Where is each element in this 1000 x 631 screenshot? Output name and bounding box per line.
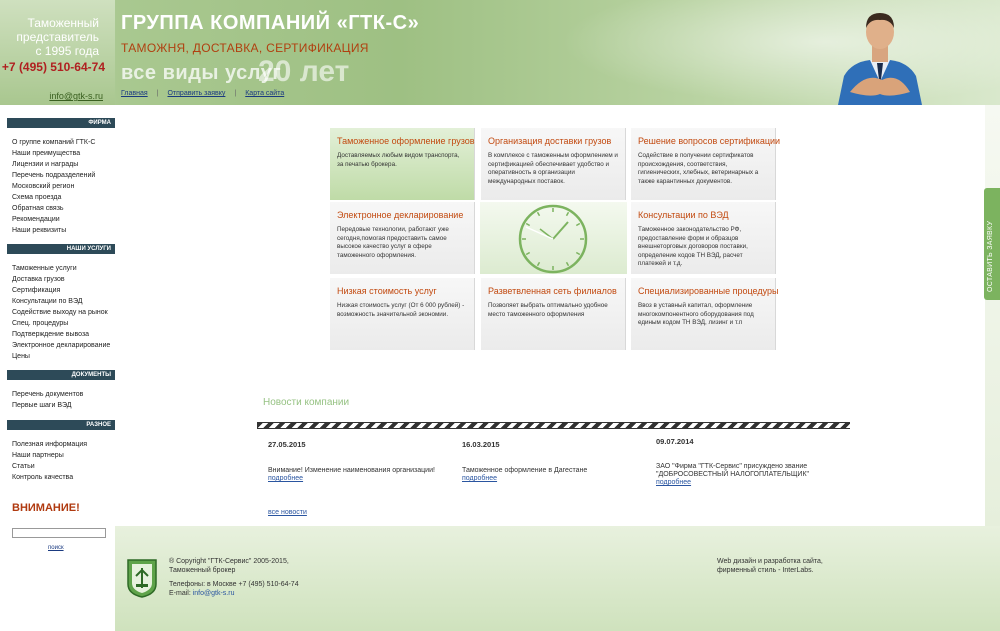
sidebar-section-documents-title: ДОКУМЕНТЫ xyxy=(7,370,115,380)
sidebar-documents-list xyxy=(12,389,83,411)
sidebar-section-firm-title: ФИРМА xyxy=(7,118,115,128)
sidebar-item[interactable]: Содействие выходу на рынок xyxy=(12,309,108,316)
tile-cargo-delivery[interactable]: Организация доставки грузов В комплексе с таможенным оформлением и сертификацией обеспечивает удобство и оперативность в организации международных поставок. xyxy=(481,128,626,200)
header-contact-block xyxy=(0,0,115,105)
top-nav: Главная | Отправить заявку | Карта сайта xyxy=(121,90,285,97)
footer xyxy=(115,526,1000,631)
order-request-tab[interactable] xyxy=(984,188,1000,300)
sidebar-item[interactable]: О группе компаний ГТК-С xyxy=(12,139,96,146)
sidebar-item[interactable]: Доставка грузов xyxy=(12,276,65,283)
sidebar-item[interactable]: Консультации по ВЭД xyxy=(12,298,83,305)
sidebar-item[interactable]: Спец. процедуры xyxy=(12,320,69,327)
sidebar-item[interactable]: Лицензии и награды xyxy=(12,161,79,168)
nav-sitemap-link[interactable]: Карта сайта xyxy=(245,90,285,97)
header-email-link[interactable]: info@gtk-s.ru xyxy=(49,91,103,101)
sidebar-item[interactable]: Наши реквизиты xyxy=(12,227,67,234)
brand-subtitle: ТАМОЖНЯ, ДОСТАВКА, СЕРТИФИКАЦИЯ xyxy=(121,41,369,55)
footer-developer: Web дизайн и разработка сайта, фирменный стиль - InterLabs. xyxy=(717,558,823,574)
news-item: 09.07.2014 ЗАО "Фирма "ГТК-Сервис" присуждено звание "ДОБРОСОВЕСТНЫЙ НАЛОГОПЛАТЕЛЬЩИК" подробнее xyxy=(656,437,810,486)
sidebar-item[interactable]: Цены xyxy=(12,353,30,360)
all-news-link[interactable]: все новости xyxy=(268,509,307,516)
sidebar-item[interactable]: Первые шаги ВЭД xyxy=(12,402,72,409)
sidebar-services-list xyxy=(12,263,110,362)
sidebar-item[interactable]: Наши преимущества xyxy=(12,150,81,157)
tile-low-cost[interactable]: Низкая стоимость услуг Низкая стоимость услуг (От 6 000 рублей) - возможность значительной экономии. xyxy=(330,278,475,350)
sidebar-item[interactable]: Схема проезда xyxy=(12,194,62,201)
sidebar-section-services-title: НАШИ УСЛУГИ xyxy=(7,244,115,254)
header-phone: +7 (495) 510-64-74 xyxy=(1,60,105,74)
header xyxy=(0,0,1000,105)
news-section-title: Новости компании xyxy=(263,397,350,408)
search-button[interactable]: поиск xyxy=(48,545,64,551)
sidebar-item[interactable]: Контроль качества xyxy=(12,474,74,481)
sidebar-item[interactable]: Сертификация xyxy=(12,287,61,294)
nav-home-link[interactable]: Главная xyxy=(121,90,148,97)
sidebar-firm-list xyxy=(12,137,95,236)
clock-icon xyxy=(480,202,627,274)
search-input[interactable] xyxy=(12,528,106,538)
footer-copyright: ® Copyright "ГТК-Сервис" 2005-2015, Таможенный брокер xyxy=(169,558,289,574)
tile-branch-network[interactable]: Разветвленная сеть филиалов Позволяет выбрать оптимально удобное место таможенного оформления xyxy=(481,278,626,350)
news-divider xyxy=(257,422,850,429)
sidebar-misc-list xyxy=(12,439,87,483)
sidebar-item[interactable]: Московский регион xyxy=(12,183,75,190)
representative-text: Таможенный представитель с 1995 года xyxy=(16,16,99,58)
tile-special-procedures[interactable]: Специализированные процедуры Ввоз в уставный капитал, оформление многокомпонентного оборудования под единым кодом ТН ВЭД, лизинг и т.п xyxy=(631,278,776,350)
news-more-link[interactable]: подробнее xyxy=(268,475,304,482)
tile-fea-consulting[interactable]: Консультации по ВЭД Таможенное законодательство РФ, предоставление форм и образцов внешнеторговых договоров поставки, определение кодов ТН ВЭД, расчет платежей и т.д. xyxy=(631,202,776,274)
tile-certification[interactable]: Решение вопросов сертификации Содействие в получении сертификатов происхождения, соответствия, гигиенических, хлебных, ветеринарных а также карантинных документов. xyxy=(631,128,776,200)
news-item: 27.05.2015 Внимание! Изменение наименования организации! подробнее xyxy=(268,440,435,482)
sidebar-item[interactable]: Перечень подразделений xyxy=(12,172,96,179)
tile-customs-clearance[interactable]: Таможенное оформление грузов Доставляемых любым видом транспорта, за печатью брокера. xyxy=(330,128,475,200)
right-strip xyxy=(985,105,1000,526)
footer-contacts: Телефоны: в Москве +7 (495) 510-64-74 E-mail: info@gtk-s.ru xyxy=(169,581,299,597)
header-glow xyxy=(560,0,1000,105)
sidebar-item[interactable]: Полезная информация xyxy=(12,441,88,448)
sidebar-item[interactable]: Рекомендации xyxy=(12,216,60,223)
news-more-link[interactable]: подробнее xyxy=(656,479,692,486)
slogan: все виды услуг xyxy=(121,62,282,84)
sidebar-item[interactable]: Обратная связь xyxy=(12,205,64,212)
nav-send-request-link[interactable]: Отправить заявку xyxy=(167,90,226,97)
footer-email-link[interactable]: info@gtk-s.ru xyxy=(192,590,235,597)
tile-electronic-declaration[interactable]: Электронное декларирование Передовые технологии, работают уже сегодня,помогая предоставить самое высокое качество услуг в сфере таможенного оформления. xyxy=(330,202,475,274)
news-item: 16.03.2015 Таможенное оформление в Дагестане подробнее xyxy=(462,440,588,482)
sidebar-item[interactable]: Подтверждение вывоза xyxy=(12,331,90,338)
sidebar-item[interactable]: Перечень документов xyxy=(12,391,84,398)
sidebar-item[interactable]: Статьи xyxy=(12,463,35,470)
news-more-link[interactable]: подробнее xyxy=(462,475,498,482)
attention-heading: ВНИМАНИЕ! xyxy=(12,502,80,514)
brand-title: ГРУППА КОМПАНИЙ «ГТК-С» xyxy=(121,12,420,34)
businessman-photo xyxy=(830,8,930,105)
years-badge: 20 лет xyxy=(258,55,350,88)
company-logo xyxy=(125,558,159,598)
sidebar-item[interactable]: Электронное декларирование xyxy=(12,342,111,349)
order-tab-label: ОСТАВИТЬ ЗАЯВКУ xyxy=(987,220,994,292)
sidebar-item[interactable]: Таможенные услуги xyxy=(12,265,77,272)
clock-tile xyxy=(480,202,627,274)
sidebar-item[interactable]: Наши партнеры xyxy=(12,452,64,459)
sidebar-section-misc-title: РАЗНОЕ xyxy=(7,420,115,430)
